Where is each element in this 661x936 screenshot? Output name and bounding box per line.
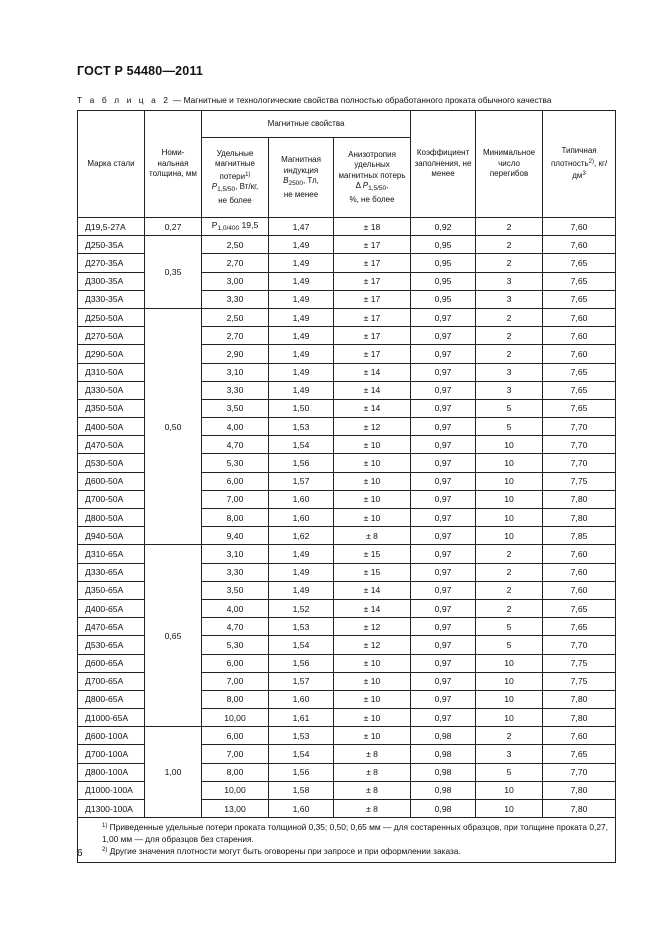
cell-fill: 0,97: [411, 599, 476, 617]
cell-induction: 1,54: [269, 745, 334, 763]
table-caption-text: — Магнитные и технологические свойства полностью обработанного проката обычного качества: [170, 95, 552, 105]
cell-fill: 0,95: [411, 290, 476, 308]
table-body: [78, 218, 616, 818]
cell-density: 7,80: [543, 690, 616, 708]
cell-bends: 10: [476, 800, 543, 818]
cell-loss-symbol: P: [211, 219, 218, 230]
cell-fill: 0,97: [411, 345, 476, 363]
cell-grade: Д940-50А: [78, 527, 145, 545]
cell-density: 7,65: [543, 290, 616, 308]
cell-anisotropy: ± 14: [334, 599, 411, 617]
cell-density: 7,85: [543, 527, 616, 545]
header-anisotropy-text: Анизотропия удельных магнитных потерь Δ: [338, 149, 406, 191]
cell-anisotropy: ± 12: [334, 618, 411, 636]
cell-thickness: 0,50: [145, 308, 202, 544]
cell-bends: 2: [476, 727, 543, 745]
cell-induction: 1,60: [269, 509, 334, 527]
cell-fill: 0,98: [411, 745, 476, 763]
cell-anisotropy: ± 17: [334, 290, 411, 308]
cell-grade: Д700-50А: [78, 490, 145, 508]
cell-loss: 9,40: [202, 527, 269, 545]
cell-bends: 10: [476, 709, 543, 727]
cell-bends: 10: [476, 454, 543, 472]
cell-bends: 2: [476, 308, 543, 326]
cell-density: 7,60: [543, 563, 616, 581]
cell-fill: 0,97: [411, 308, 476, 326]
cell-induction: 1,49: [269, 308, 334, 326]
cell-induction: 1,57: [269, 672, 334, 690]
cell-anisotropy: ± 8: [334, 763, 411, 781]
header-density-unit-sup: 3: [582, 171, 586, 178]
cell-fill: 0,97: [411, 527, 476, 545]
cell-fill: 0,97: [411, 454, 476, 472]
header-density-text: Типичная плотность: [550, 146, 597, 168]
cell-bends: 10: [476, 509, 543, 527]
notes-cell: [78, 818, 616, 863]
cell-fill: 0,97: [411, 363, 476, 381]
cell-grade: Д350-65А: [78, 581, 145, 599]
note-2-text: Другие значения плотности могут быть оговорены при запросе и при оформлении заказа.: [107, 846, 461, 857]
cell-anisotropy: ± 8: [334, 800, 411, 818]
cell-grade: Д470-50А: [78, 436, 145, 454]
cell-fill: 0,97: [411, 327, 476, 345]
header-thickness: Номи-нальная толщина, мм: [145, 111, 202, 218]
cell-anisotropy: ± 14: [334, 381, 411, 399]
cell-anisotropy: ± 8: [334, 527, 411, 545]
cell-anisotropy: ± 10: [334, 709, 411, 727]
note-1-mark: 1): [102, 823, 108, 830]
cell-fill: 0,97: [411, 636, 476, 654]
header-anisotropy-sub: 1,5/50: [368, 185, 387, 193]
cell-induction: 1,60: [269, 800, 334, 818]
cell-anisotropy: ± 12: [334, 636, 411, 654]
table-notes: [78, 818, 616, 863]
cell-induction: 1,52: [269, 599, 334, 617]
cell-grade: Д600-50А: [78, 472, 145, 490]
cell-density: 7,60: [543, 308, 616, 326]
cell-fill: 0,97: [411, 381, 476, 399]
page-number: 6: [77, 848, 83, 859]
cell-density: 7,75: [543, 672, 616, 690]
cell-density: 7,65: [543, 363, 616, 381]
cell-loss: 8,00: [202, 509, 269, 527]
cell-fill: 0,98: [411, 727, 476, 745]
table-header: [78, 111, 616, 218]
cell-density: 7,60: [543, 218, 616, 236]
header-grade: Марка стали: [78, 111, 145, 218]
table-caption: [77, 95, 551, 105]
cell-loss: 6,00: [202, 654, 269, 672]
cell-loss: 3,10: [202, 363, 269, 381]
cell-bends: 2: [476, 563, 543, 581]
cell-anisotropy: ± 17: [334, 308, 411, 326]
cell-grade: Д700-100А: [78, 745, 145, 763]
cell-induction: 1,56: [269, 454, 334, 472]
cell-fill: 0,97: [411, 418, 476, 436]
cell-anisotropy: ± 17: [334, 236, 411, 254]
cell-bends: 10: [476, 654, 543, 672]
table-row: [78, 218, 616, 236]
cell-anisotropy: ± 10: [334, 727, 411, 745]
cell-fill: 0,97: [411, 399, 476, 417]
header-density: [543, 111, 616, 218]
cell-loss: 13,00: [202, 800, 269, 818]
cell-grade: Д600-100А: [78, 727, 145, 745]
cell-induction: 1,49: [269, 381, 334, 399]
cell-loss: 3,00: [202, 272, 269, 290]
header-losses-tail: не более: [218, 195, 252, 205]
cell-density: 7,75: [543, 472, 616, 490]
cell-bends: 10: [476, 490, 543, 508]
cell-anisotropy: ± 17: [334, 254, 411, 272]
header-anisotropy-unit: ,: [386, 181, 389, 191]
cell-density: 7,60: [543, 581, 616, 599]
header-anisotropy: [334, 138, 411, 218]
cell-density: 7,60: [543, 327, 616, 345]
cell-bends: 3: [476, 363, 543, 381]
cell-loss: 8,00: [202, 763, 269, 781]
cell-bends: 3: [476, 381, 543, 399]
cell-loss: 4,70: [202, 618, 269, 636]
cell-induction: 1,54: [269, 436, 334, 454]
cell-grade: Д400-65А: [78, 599, 145, 617]
cell-fill: 0,97: [411, 672, 476, 690]
table-row: [78, 727, 616, 745]
header-losses: [202, 138, 269, 218]
cell-induction: 1,49: [269, 581, 334, 599]
cell-bends: 2: [476, 218, 543, 236]
cell-bends: 2: [476, 581, 543, 599]
cell-fill: 0,97: [411, 709, 476, 727]
cell-density: 7,65: [543, 618, 616, 636]
cell-bends: 10: [476, 690, 543, 708]
cell-anisotropy: ± 10: [334, 454, 411, 472]
cell-density: 7,80: [543, 509, 616, 527]
cell-loss: 2,90: [202, 345, 269, 363]
table-row: [78, 236, 616, 254]
cell-fill: 0,97: [411, 472, 476, 490]
table-caption-label: Т а б л и ц а 2: [77, 95, 171, 105]
cell-anisotropy: ± 10: [334, 654, 411, 672]
header-induction-unit: , Тл,: [302, 176, 319, 185]
cell-bends: 3: [476, 290, 543, 308]
cell-bends: 2: [476, 599, 543, 617]
cell-loss: 3,10: [202, 545, 269, 563]
cell-anisotropy: ± 14: [334, 581, 411, 599]
cell-loss: 7,00: [202, 745, 269, 763]
cell-fill: 0,97: [411, 563, 476, 581]
cell-grade: Д310-65А: [78, 545, 145, 563]
cell-loss: 7,00: [202, 490, 269, 508]
cell-loss-sub: 1,0/400: [217, 224, 240, 232]
header-induction-sub: 2500: [288, 180, 303, 187]
cell-loss: 2,70: [202, 327, 269, 345]
cell-fill: 0,95: [411, 272, 476, 290]
cell-bends: 5: [476, 636, 543, 654]
document-title: ГОСТ Р 54480—2011: [77, 64, 204, 78]
cell-loss: 6,00: [202, 727, 269, 745]
cell-bends: 2: [476, 345, 543, 363]
header-fill-factor: Коэффициент заполнения, не менее: [411, 111, 476, 218]
cell-fill: 0,97: [411, 545, 476, 563]
cell-induction: 1,50: [269, 399, 334, 417]
cell-anisotropy: ± 10: [334, 436, 411, 454]
cell-density: 7,65: [543, 272, 616, 290]
cell-induction: 1,49: [269, 327, 334, 345]
cell-loss: 2,70: [202, 254, 269, 272]
cell-bends: 2: [476, 236, 543, 254]
cell-induction: 1,49: [269, 563, 334, 581]
cell-grade: Д1000-65А: [78, 709, 145, 727]
cell-induction: 1,60: [269, 490, 334, 508]
cell-induction: 1,47: [269, 218, 334, 236]
cell-loss: 10,00: [202, 781, 269, 799]
note-2: [84, 845, 609, 858]
cell-fill: 0,92: [411, 218, 476, 236]
cell-anisotropy: ± 10: [334, 490, 411, 508]
cell-anisotropy: ± 15: [334, 545, 411, 563]
cell-loss: 3,30: [202, 563, 269, 581]
cell-fill: 0,95: [411, 254, 476, 272]
cell-bends: 5: [476, 399, 543, 417]
header-losses-symbol: P: [211, 182, 218, 192]
cell-density: 7,65: [543, 745, 616, 763]
cell-fill: 0,97: [411, 654, 476, 672]
cell-bends: 5: [476, 418, 543, 436]
cell-density: 7,60: [543, 545, 616, 563]
cell-grade: Д310-50А: [78, 363, 145, 381]
cell-density: 7,80: [543, 709, 616, 727]
cell-grade: Д19,5-27А: [78, 218, 145, 236]
cell-fill: 0,97: [411, 690, 476, 708]
cell-anisotropy: ± 15: [334, 563, 411, 581]
cell-bends: 2: [476, 254, 543, 272]
cell-loss-value: 19,5: [239, 219, 259, 230]
cell-bends: 5: [476, 763, 543, 781]
cell-thickness: 0,35: [145, 236, 202, 309]
header-bends: Минимальное число перегибов: [476, 111, 543, 218]
cell-grade: Д270-35А: [78, 254, 145, 272]
cell-grade: Д330-50А: [78, 381, 145, 399]
cell-loss: 10,00: [202, 709, 269, 727]
cell-grade: Д270-50А: [78, 327, 145, 345]
cell-grade: Д400-50А: [78, 418, 145, 436]
cell-grade: Д350-50А: [78, 399, 145, 417]
cell-fill: 0,97: [411, 490, 476, 508]
cell-induction: 1,54: [269, 636, 334, 654]
cell-anisotropy: ± 10: [334, 509, 411, 527]
cell-anisotropy: ± 14: [334, 363, 411, 381]
cell-induction: 1,49: [269, 272, 334, 290]
cell-induction: 1,49: [269, 290, 334, 308]
cell-fill: 0,97: [411, 618, 476, 636]
cell-bends: 3: [476, 745, 543, 763]
cell-loss: 4,00: [202, 599, 269, 617]
cell-anisotropy: ± 17: [334, 327, 411, 345]
cell-induction: 1,56: [269, 654, 334, 672]
table-row: [78, 545, 616, 563]
cell-induction: 1,53: [269, 618, 334, 636]
cell-loss: 6,00: [202, 472, 269, 490]
cell-density: 7,75: [543, 654, 616, 672]
cell-bends: 10: [476, 472, 543, 490]
cell-grade: Д250-35А: [78, 236, 145, 254]
cell-induction: 1,49: [269, 363, 334, 381]
cell-density: 7,70: [543, 636, 616, 654]
cell-thickness: 0,27: [145, 218, 202, 236]
cell-bends: 2: [476, 545, 543, 563]
cell-density: 7,65: [543, 599, 616, 617]
cell-loss: 3,30: [202, 290, 269, 308]
cell-anisotropy: ± 10: [334, 672, 411, 690]
cell-density: 7,65: [543, 399, 616, 417]
cell-grade: Д800-50А: [78, 509, 145, 527]
cell-density: 7,70: [543, 436, 616, 454]
cell-induction: 1,49: [269, 345, 334, 363]
cell-induction: 1,56: [269, 763, 334, 781]
cell-grade: Д800-100А: [78, 763, 145, 781]
cell-density: 7,65: [543, 381, 616, 399]
cell-loss: [202, 218, 269, 236]
cell-loss: 3,50: [202, 581, 269, 599]
header-losses-footnote: 1): [245, 171, 251, 178]
cell-induction: 1,57: [269, 472, 334, 490]
cell-loss: 4,70: [202, 436, 269, 454]
header-density-footnote: 2): [588, 158, 595, 165]
cell-loss: 3,50: [202, 399, 269, 417]
header-induction-tail: не менее: [283, 189, 319, 199]
cell-anisotropy: ± 17: [334, 272, 411, 290]
cell-loss: 5,30: [202, 454, 269, 472]
cell-grade: Д300-35А: [78, 272, 145, 290]
cell-induction: 1,53: [269, 418, 334, 436]
cell-grade: Д1300-100А: [78, 800, 145, 818]
cell-density: 7,80: [543, 490, 616, 508]
header-magnetic-properties: Магнитные свойства: [202, 111, 411, 138]
cell-grade: Д600-65А: [78, 654, 145, 672]
cell-loss: 3,30: [202, 381, 269, 399]
cell-density: 7,70: [543, 418, 616, 436]
header-losses-text: Удельные магнитные потери: [214, 148, 256, 181]
cell-fill: 0,95: [411, 236, 476, 254]
note-1-text: Приведенные удельные потери проката толщиной 0,35; 0,50; 0,65 мм — для состаренных образцов, при толщине проката 0,27, 1,00 мм — для образцов без старения.: [102, 822, 608, 844]
header-induction-text: Магнитная индукция: [281, 155, 321, 175]
cell-bends: 10: [476, 672, 543, 690]
cell-loss: 5,30: [202, 636, 269, 654]
cell-density: 7,60: [543, 345, 616, 363]
cell-bends: 2: [476, 327, 543, 345]
cell-fill: 0,98: [411, 781, 476, 799]
cell-induction: 1,53: [269, 727, 334, 745]
cell-induction: 1,60: [269, 690, 334, 708]
cell-fill: 0,98: [411, 800, 476, 818]
cell-grade: Д1000-100А: [78, 781, 145, 799]
cell-fill: 0,97: [411, 436, 476, 454]
cell-loss: 2,50: [202, 308, 269, 326]
note-2-mark: 2): [102, 847, 108, 854]
cell-anisotropy: ± 8: [334, 745, 411, 763]
cell-bends: 10: [476, 527, 543, 545]
header-losses-sub: 1,5/50: [217, 186, 236, 194]
cell-induction: 1,62: [269, 527, 334, 545]
cell-anisotropy: ± 10: [334, 690, 411, 708]
cell-anisotropy: ± 14: [334, 399, 411, 417]
cell-loss: 7,00: [202, 672, 269, 690]
cell-induction: 1,49: [269, 236, 334, 254]
cell-induction: 1,58: [269, 781, 334, 799]
cell-loss: 4,00: [202, 418, 269, 436]
cell-density: 7,65: [543, 254, 616, 272]
cell-density: 7,70: [543, 763, 616, 781]
cell-anisotropy: ± 10: [334, 472, 411, 490]
cell-density: 7,70: [543, 454, 616, 472]
cell-bends: 5: [476, 618, 543, 636]
cell-thickness: 1,00: [145, 727, 202, 818]
cell-loss: 8,00: [202, 690, 269, 708]
cell-density: 7,60: [543, 236, 616, 254]
header-anisotropy-tail: %, не более: [349, 194, 395, 204]
cell-bends: 10: [476, 781, 543, 799]
cell-fill: 0,98: [411, 763, 476, 781]
cell-density: 7,80: [543, 800, 616, 818]
header-induction: [269, 138, 334, 218]
cell-bends: 10: [476, 436, 543, 454]
cell-anisotropy: ± 8: [334, 781, 411, 799]
cell-anisotropy: ± 17: [334, 345, 411, 363]
note-1: [84, 821, 609, 845]
table-row: [78, 308, 616, 326]
cell-induction: 1,61: [269, 709, 334, 727]
header-anisotropy-symbol: P: [362, 181, 369, 191]
cell-induction: 1,49: [269, 545, 334, 563]
cell-grade: Д290-50А: [78, 345, 145, 363]
cell-fill: 0,97: [411, 509, 476, 527]
cell-thickness: 0,65: [145, 545, 202, 727]
cell-grade: Д530-50А: [78, 454, 145, 472]
cell-anisotropy: ± 18: [334, 218, 411, 236]
header-losses-unit: , Вт/кг,: [235, 182, 259, 192]
cell-grade: Д250-50А: [78, 308, 145, 326]
cell-bends: 3: [476, 272, 543, 290]
cell-grade: Д330-35А: [78, 290, 145, 308]
cell-anisotropy: ± 12: [334, 418, 411, 436]
cell-induction: 1,49: [269, 254, 334, 272]
cell-grade: Д700-65А: [78, 672, 145, 690]
header-induction-symbol: B: [283, 176, 289, 185]
cell-grade: Д530-65А: [78, 636, 145, 654]
cell-loss: 2,50: [202, 236, 269, 254]
cell-fill: 0,97: [411, 581, 476, 599]
cell-grade: Д800-65А: [78, 690, 145, 708]
cell-density: 7,80: [543, 781, 616, 799]
cell-grade: Д470-65А: [78, 618, 145, 636]
header-density-unit: , кг/дм: [572, 158, 608, 181]
cell-grade: Д330-65А: [78, 563, 145, 581]
cell-density: 7,60: [543, 727, 616, 745]
properties-table: [77, 110, 616, 863]
